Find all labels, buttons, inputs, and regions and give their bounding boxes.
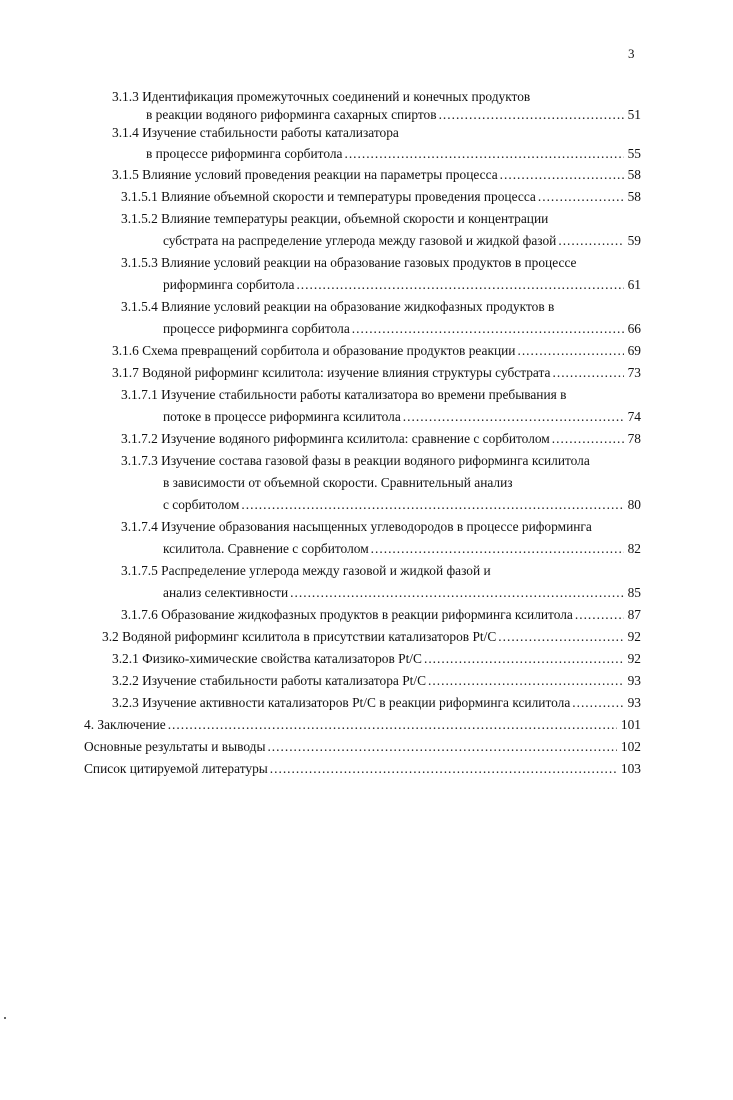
dot-leader [498, 628, 623, 646]
toc-entry-3-2[interactable] [102, 628, 641, 646]
toc-entry-3-1-5-1[interactable] [121, 188, 641, 206]
toc-page-number: 93 [627, 673, 641, 688]
page-number: 3 [628, 46, 635, 61]
dot-leader [575, 606, 624, 624]
toc-entry-title: 3.1.7.2 Изучение водяного риформинга ксилитола: сравнение с сорбитолом [121, 431, 550, 446]
toc-entry-3-2-3[interactable] [112, 694, 641, 712]
dot-leader [439, 106, 624, 124]
toc-entry-title: в процессе риформинга сорбитола [146, 146, 343, 161]
toc-page-number: 80 [627, 497, 641, 512]
toc-entry-title: Список цитируемой литературы [84, 761, 268, 776]
dot-leader [296, 276, 623, 294]
toc-entry-title: потоке в процессе риформинга ксилитола [163, 409, 401, 424]
toc-entry-title: 3.1.7 Водяной риформинг ксилитола: изучение влияния структуры субстрата [112, 365, 551, 380]
toc-entry-line[interactable]: 3.1.7.5 Распределение углерода между газовой и жидкой фазой и [121, 563, 491, 578]
toc-entry-line[interactable]: 3.1.7.4 Изучение образования насыщенных углеводородов в процессе риформинга [121, 519, 592, 534]
toc-page-number: 103 [620, 761, 641, 776]
toc-entry-line[interactable]: 3.1.7.3 Изучение состава газовой фазы в реакции водяного риформинга ксилитола [121, 453, 590, 468]
dot-leader [553, 364, 624, 382]
toc-entry-line[interactable]: в зависимости от объемной скорости. Сравнительный анализ [163, 475, 513, 490]
toc-entry-3-1-5-4[interactable] [163, 320, 641, 338]
dot-leader [168, 716, 617, 734]
toc-page-number: 92 [627, 651, 641, 666]
toc-entry-line[interactable]: 3.1.5.3 Влияние условий реакции на образование газовых продуктов в процессе [121, 255, 577, 270]
toc-page-number: 69 [627, 343, 641, 358]
toc-page-number: 85 [627, 585, 641, 600]
toc-entry-conclusion[interactable] [84, 716, 641, 734]
toc-entry-3-1-7-5[interactable] [163, 584, 641, 602]
toc-entry-line[interactable]: 3.1.5.2 Влияние температуры реакции, объемной скорости и концентрации [121, 211, 549, 226]
toc-page-number: 59 [627, 233, 641, 248]
toc-entry-references[interactable] [84, 760, 641, 778]
toc-page-number: 78 [627, 431, 641, 446]
toc-entry-title: 3.2 Водяной риформинг ксилитола в присутствии катализаторов Pt/C [102, 629, 497, 644]
toc-entry-3-2-2[interactable] [112, 672, 641, 690]
toc-page-number: 66 [627, 321, 641, 336]
dot-leader [424, 650, 624, 668]
toc-entry-title: 3.1.5 Влияние условий проведения реакции на параметры процесса [112, 167, 498, 182]
dot-leader [270, 760, 617, 778]
toc-entry-title: ксилитола. Сравнение с сорбитолом [163, 541, 369, 556]
toc-entry-3-1-7-1[interactable] [163, 408, 641, 426]
dot-leader [344, 145, 623, 163]
toc-entry-title: Основные результаты и выводы [84, 739, 266, 754]
toc-page-number: 101 [620, 717, 641, 732]
toc-entry-3-1-7[interactable] [112, 364, 641, 382]
dot-leader [572, 694, 623, 712]
dot-leader [552, 430, 624, 448]
toc-page-number: 58 [627, 167, 641, 182]
toc-page-number: 87 [627, 607, 641, 622]
toc-page-number: 74 [627, 409, 641, 424]
toc-page-number: 102 [620, 739, 641, 754]
toc-entry-line[interactable]: 3.1.7.1 Изучение стабильности работы катализатора во времени пребывания в [121, 387, 567, 402]
toc-page-number: 51 [627, 107, 641, 122]
toc-entry-3-1-4[interactable] [146, 145, 641, 163]
dot-leader [558, 232, 623, 250]
toc-entry-results[interactable] [84, 738, 641, 756]
toc-entry-3-1-6[interactable] [112, 342, 641, 360]
dot-leader [352, 320, 624, 338]
toc-entry-title: 4. Заключение [84, 717, 166, 732]
toc-entry-3-1-5[interactable] [112, 166, 641, 184]
toc-entry-title: в реакции водяного риформинга сахарных спиртов [146, 107, 437, 122]
toc-entry-title: субстрата на распределение углерода между газовой и жидкой фазой [163, 233, 557, 248]
toc-entry-title: анализ селективности [163, 585, 289, 600]
toc-entry-3-1-3[interactable] [146, 106, 641, 124]
dot-leader [517, 342, 623, 360]
toc-entry-3-1-5-2[interactable] [163, 232, 641, 250]
toc-entry-line[interactable]: 3.1.3 Идентификация промежуточных соединений и конечных продуктов [112, 89, 531, 104]
toc-entry-line[interactable]: 3.1.4 Изучение стабильности работы катализатора [112, 125, 399, 140]
toc-page-number: 93 [627, 695, 641, 710]
toc-entry-3-1-7-2[interactable] [121, 430, 641, 448]
scan-speck [4, 1017, 6, 1019]
toc-entry-title: 3.1.7.6 Образование жидкофазных продуктов в реакции риформинга ксилитола [121, 607, 573, 622]
toc-page-number: 58 [627, 189, 641, 204]
toc-entry-title: 3.1.6 Схема превращений сорбитола и образование продуктов реакции [112, 343, 516, 358]
toc-page-number: 55 [627, 146, 641, 161]
toc-page-number: 61 [627, 277, 641, 292]
toc-entry-line[interactable]: 3.1.5.4 Влияние условий реакции на образование жидкофазных продуктов в [121, 299, 555, 314]
toc-entry-title: 3.2.2 Изучение стабильности работы катализатора Pt/C [112, 673, 427, 688]
toc-entry-3-1-7-6[interactable] [121, 606, 641, 624]
toc-entry-3-2-1[interactable] [112, 650, 641, 668]
dot-leader [371, 540, 624, 558]
dot-leader [428, 672, 624, 690]
toc-entry-3-1-5-3[interactable] [163, 276, 641, 294]
toc-entry-title: процессе риформинга сорбитола [163, 321, 350, 336]
dot-leader [290, 584, 623, 602]
toc-entry-title: риформинга сорбитола [163, 277, 295, 292]
toc-entry-title: 3.2.1 Физико-химические свойства катализаторов Pt/C [112, 651, 422, 666]
toc-entry-3-1-7-3[interactable] [163, 496, 641, 514]
toc-entry-title: 3.1.5.1 Влияние объемной скорости и температуры проведения процесса [121, 189, 536, 204]
toc-entry-3-1-7-4[interactable] [163, 540, 641, 558]
dot-leader [241, 496, 623, 514]
dot-leader [403, 408, 624, 426]
toc-page-number: 82 [627, 541, 641, 556]
dot-leader [500, 166, 624, 184]
toc-page-number: 92 [627, 629, 641, 644]
dot-leader [538, 188, 624, 206]
dot-leader [267, 738, 616, 756]
toc-entry-title: 3.2.3 Изучение активности катализаторов Pt/C в реакции риформинга ксилитола [112, 695, 571, 710]
toc-page-number: 73 [627, 365, 641, 380]
toc-entry-title: с сорбитолом [163, 497, 240, 512]
